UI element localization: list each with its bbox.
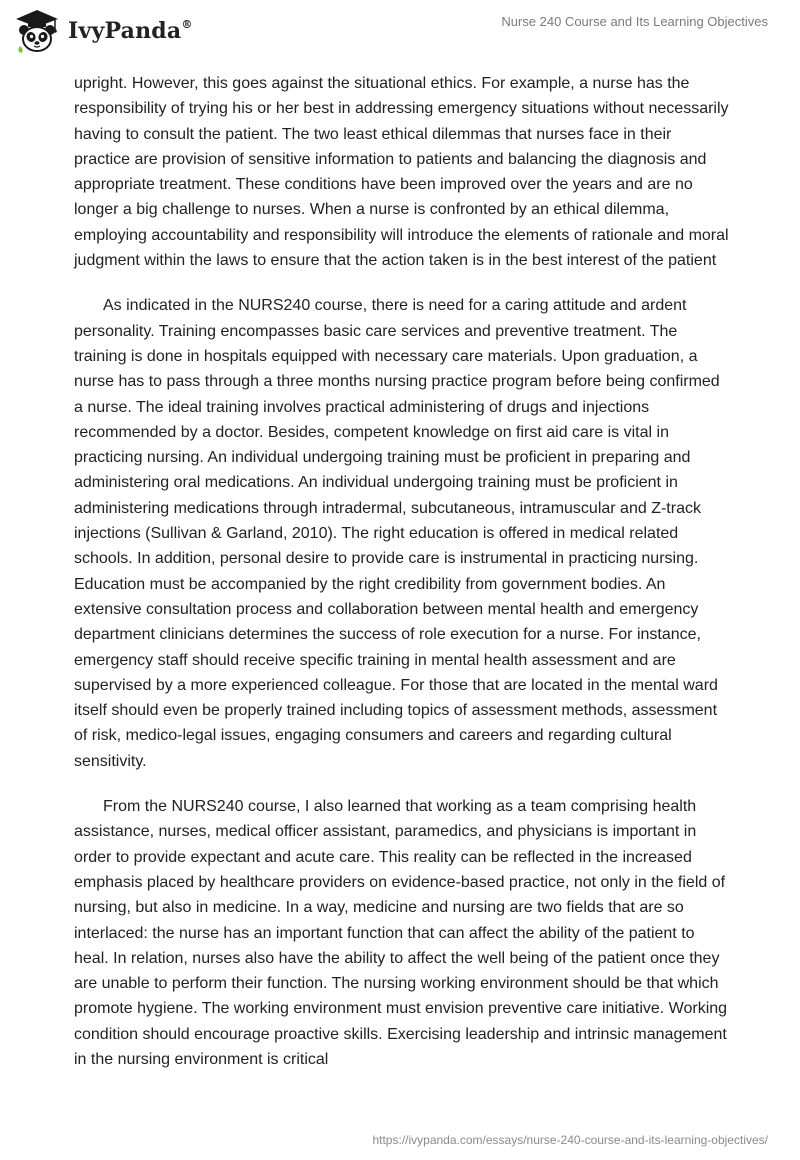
brand-name [68, 18, 193, 44]
paragraph-2: As indicated in the NURS240 course, there is need for a caring attitude and ardent personality. Training encompasses basic care services and preventive treatment. The training is done in hospitals equipped with necessary care materials. Upon graduation, a nurse has to pass through a three months nursing practice program before being confirmed a nurse. The ideal training involves practical administering of drugs and injections recommended by a doctor. Besides, competent knowledge on first aid care is vital in practicing nursing. An individual undergoing training must be proficient in preparing and administering oral medications. An individual undergoing training must be proficient in administering medications through intradermal, subcutaneous, intramuscular and Z-track injections (Sullivan & Garland, 2010). The right education is offered in medical related schools. In addition, personal desire to provide care is instrumental in practicing nursing. Education must be accompanied by the right credibility from government bodies. An extensive consultation process and collaboration between mental health and emergency department clinicians determines the success of role execution for a nurse. For instance, emergency staff should receive specific training in mental health assessment and are supervised by a more experienced colleague. For those that are located in the mental ward itself should even be properly trained including topics of assessment methods, assessment of risk, medico-legal issues, engaging consumers and careers and regarding cultural sensitivity. [74, 297, 720, 770]
source-url[interactable]: https://ivypanda.com/essays/nurse-240-course-and-its-learning-objectives/ [372, 1133, 768, 1147]
registered-mark: ® [181, 17, 193, 31]
brand-name-text: IvyPanda [68, 18, 182, 44]
essay-body [74, 71, 730, 1092]
paragraph-1: upright. However, this goes against the situational ethics. For example, a nurse has the responsibility of trying his or her best in addressing emergency situations without necessarily having to consult the patient. The two least ethical dilemmas that nurses face in their practice are provision of sensitive information to patients and balancing the diagnosis and appropriate treatment. These conditions have been improved over the years and are no longer a big challenge to nurses. When a nurse is confronted by an ethical dilemma, employing accountability and responsibility will introduce the elements of rationale and moral judgment within the laws to ensure that the action taken is in the best interest of the patient [74, 75, 729, 270]
document-title: Nurse 240 Course and Its Learning Objectives [501, 14, 768, 29]
paragraph-3: From the NURS240 course, I also learned that working as a team comprising health assistance, nurses, medical officer assistant, paramedics, and physicians is important in order to provide expectant and acute care. This reality can be reflected in the increased emphasis placed by healthcare providers on evidence-based practice, not only in the field of nursing, but also in medicine. In a way, medicine and nursing are two fields that are so interlaced: the nurse has an important function that can affect the ability of the patient to heal. In relation, nurses also have the ability to affect the well being of the patient once they are unable to perform their function. The nursing working environment should be that which promote hygiene. The working environment must envision preventive care initiative. Working condition should encourage proactive skills. Exercising leadership and intrinsic management in the nursing environment is critical [74, 798, 728, 1068]
panda-graduate-icon [14, 8, 60, 54]
brand-logo[interactable] [14, 8, 193, 54]
page-header [0, 0, 800, 70]
